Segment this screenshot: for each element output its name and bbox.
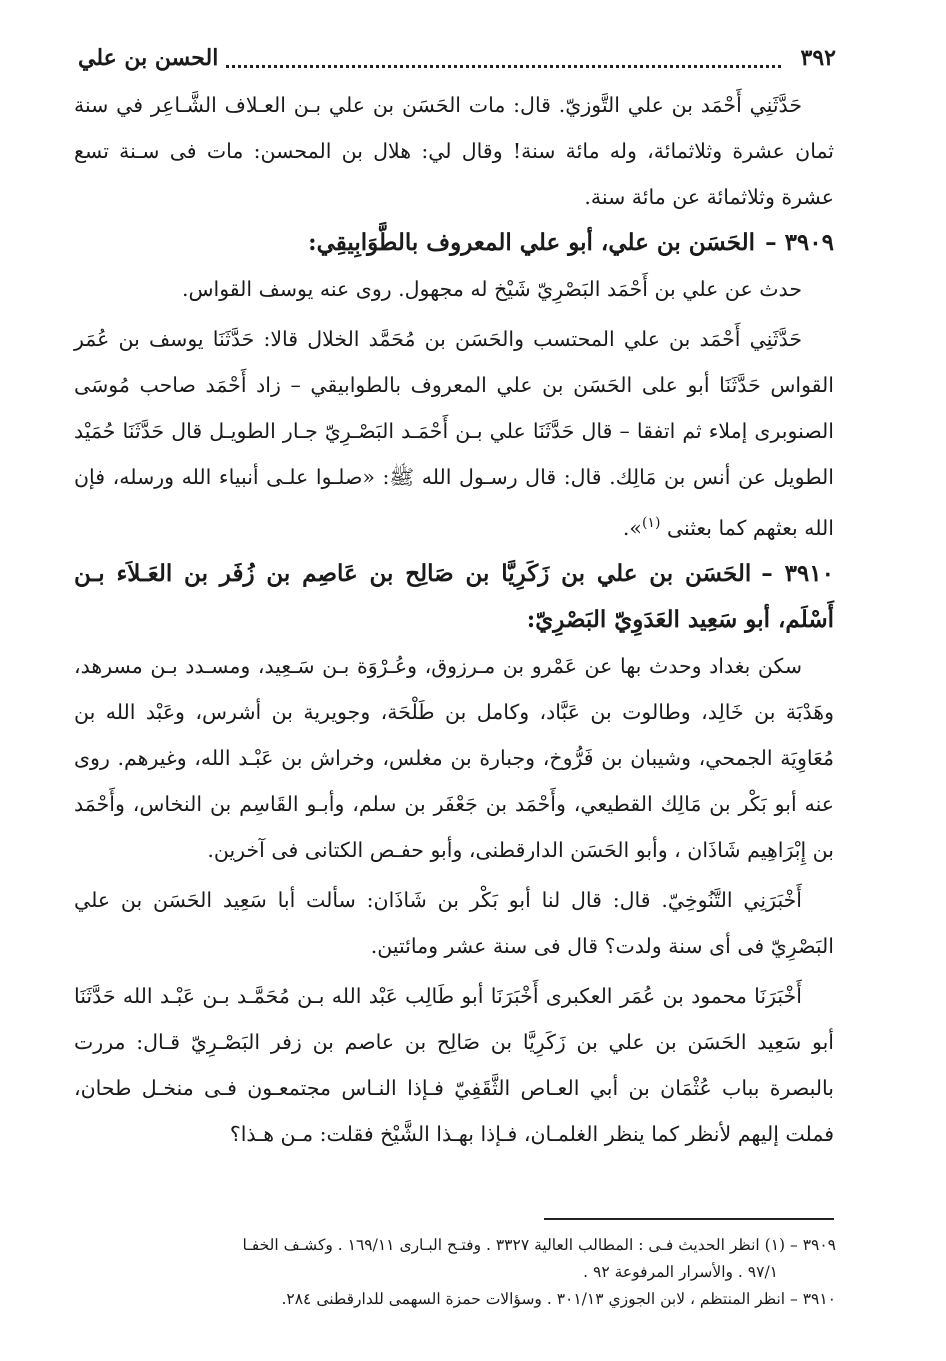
entry-heading-3909 bbox=[74, 220, 834, 266]
paragraph: سكن بغداد وحدث بها عن عَمْرو بن مـرزوق، وعُـرْوَة بـن سَـعِيد، ومسـدد بـن مسرهد، وهَدْبَة بن خَالِد، وطالوت بن عَبَّاد، وكامل بن طَلْحَة، وجويرية بن أشرس، وعَبْد الله بن مُعَاوِيَة الجمحي، وشيبان بن فَرُّوخ، وجبارة بن مغلس، وخراش بن عَبْـد الله، وغيرهم. روى عنه أبو بَكْر بن مَالِك القطيعي، وأَحْمَد بن جَعْفَر بن سلم، وأبـو القَاسِم بن النخاس، وأَحْمَد بن إِبْرَاهِيم شَاذَان ، وأبو الحَسَن الدارقطنى، وأبو حفـص الكتانى فى آخرين. bbox=[74, 653, 834, 862]
paragraph-with-footnote bbox=[74, 316, 834, 551]
paragraph: أَخْبَرَنِي التَّنُوخِيّ. قال: قال لنا أبو بَكْر بن شَاذَان: سألت أبا سَعِيد الحَسَن بن علي البَصْرِيّ فى أى سنة ولدت؟ قال فى سنة عشر ومائتين. bbox=[74, 887, 834, 958]
entry-title: الحَسَن بن علي بن زَكَرِيَّا بن صَالِح بن عَاصِم بن زُفَر بن العَـلاَء بـن أَسْلَم، أبو سَعِيد العَدَوِيّ البَصْرِيّ: bbox=[74, 559, 834, 633]
footnote: ٣٩٠٩ – (١) انظر الحديث فـى : المطالب العالية ٣٣٢٧ . وفتـح البـارى ١٦٩/١١ . وكشـف الخفـا bbox=[242, 1236, 836, 1254]
page-header bbox=[78, 38, 836, 78]
footnote-continuation: ٩٧/١ . والأسرار المرفوعة ٩٢ . bbox=[583, 1263, 778, 1281]
entry-number: ٣٩٠٩ – bbox=[765, 229, 834, 256]
footnote: ٣٩١٠ – انظر المنتظم ، لابن الجوزي ٣٠١/١٣ . وسؤالات حمزة السهمى للدارقطنى ٢٨٤. bbox=[281, 1290, 836, 1308]
entry-number: ٣٩١٠ – bbox=[761, 559, 834, 587]
main-text bbox=[74, 82, 834, 1157]
footnote-separator bbox=[544, 1218, 834, 1220]
paragraph: أَخْبَرَنَا محمود بن عُمَر العكبرى أَخْبَرَنَا أبو طَالِب عَبْد الله بـن مُحَمَّـد بـن عَبْـد الله حَدَّثَنَا أبو سَعِيد الحَسَن بن علي بن زَكَرِيَّا بن صَالِح بن عاصم بن زفر البَصْـرِيّ قـال: مررت بالبصرة بباب عُثْمَان بن أبي العـاص الثَّقَفِيّ فـإذا النـاس مجتمعـون فـى منخـل طحان، فملت إليهم لأنظر كما ينظر الغلمـان، فـإذا بهـذا الشَّيْخ فقلت: مـن هـذا؟ bbox=[74, 983, 834, 1146]
entry-heading-3910 bbox=[74, 551, 834, 643]
running-title: الحسن بن علي bbox=[78, 45, 219, 71]
header-leader-dots bbox=[226, 49, 780, 68]
footnotes bbox=[72, 1232, 836, 1313]
page-number: ٣٩٢ bbox=[800, 45, 836, 71]
closing-quote: ». bbox=[622, 515, 642, 540]
paragraph: حَدَّثَنِي أَحْمَد بن علي التَّوزيّ. قال: مات الحَسَن بن علي بـن العـلاف الشَّـاعِر في سنة ثمان عشرة وثلاثمائة، وله مائة سنة! وقال لي: هلال بن المحسن: مات فى سـنة تسع عشرة وثلاثمائة عن مائة سنة. bbox=[74, 93, 834, 209]
footnote-marker: (١) bbox=[641, 515, 661, 531]
entry-title: الحَسَن بن علي، أبو علي المعروف بالطَّوَابِيقِي: bbox=[308, 229, 756, 256]
paragraph: حدث عن علي بن أَحْمَد البَصْرِيّ شَيْخ له مجهول. روى عنه يوسف القواس. bbox=[181, 277, 802, 301]
paragraph-text: حَدَّثَنِي أَحْمَد بن علي المحتسب والحَسَن بن مُحَمَّد الخلال قالا: حَدَّثَنَا يوسف بن عُمَر القواس حَدَّثَنَا أبو على الحَسَن بن علي المعروف بالطوابيقي – زاد أَحْمَد صاحب مُوسَى الصنوبرى إملاء ثم اتفقا – قال حَدَّثَنَا علي بـن أَحْمَـد البَصْـرِيّ جـار الطويـل قال حَدَّثَنَا حُمَيْد الطويل عن أنس بن مَالِك. قال: قال رسـول الله ﷺ: «صلـوا علـى أنبياء الله ورسله، فإن الله بعثهم كما بعثنى bbox=[74, 327, 834, 540]
